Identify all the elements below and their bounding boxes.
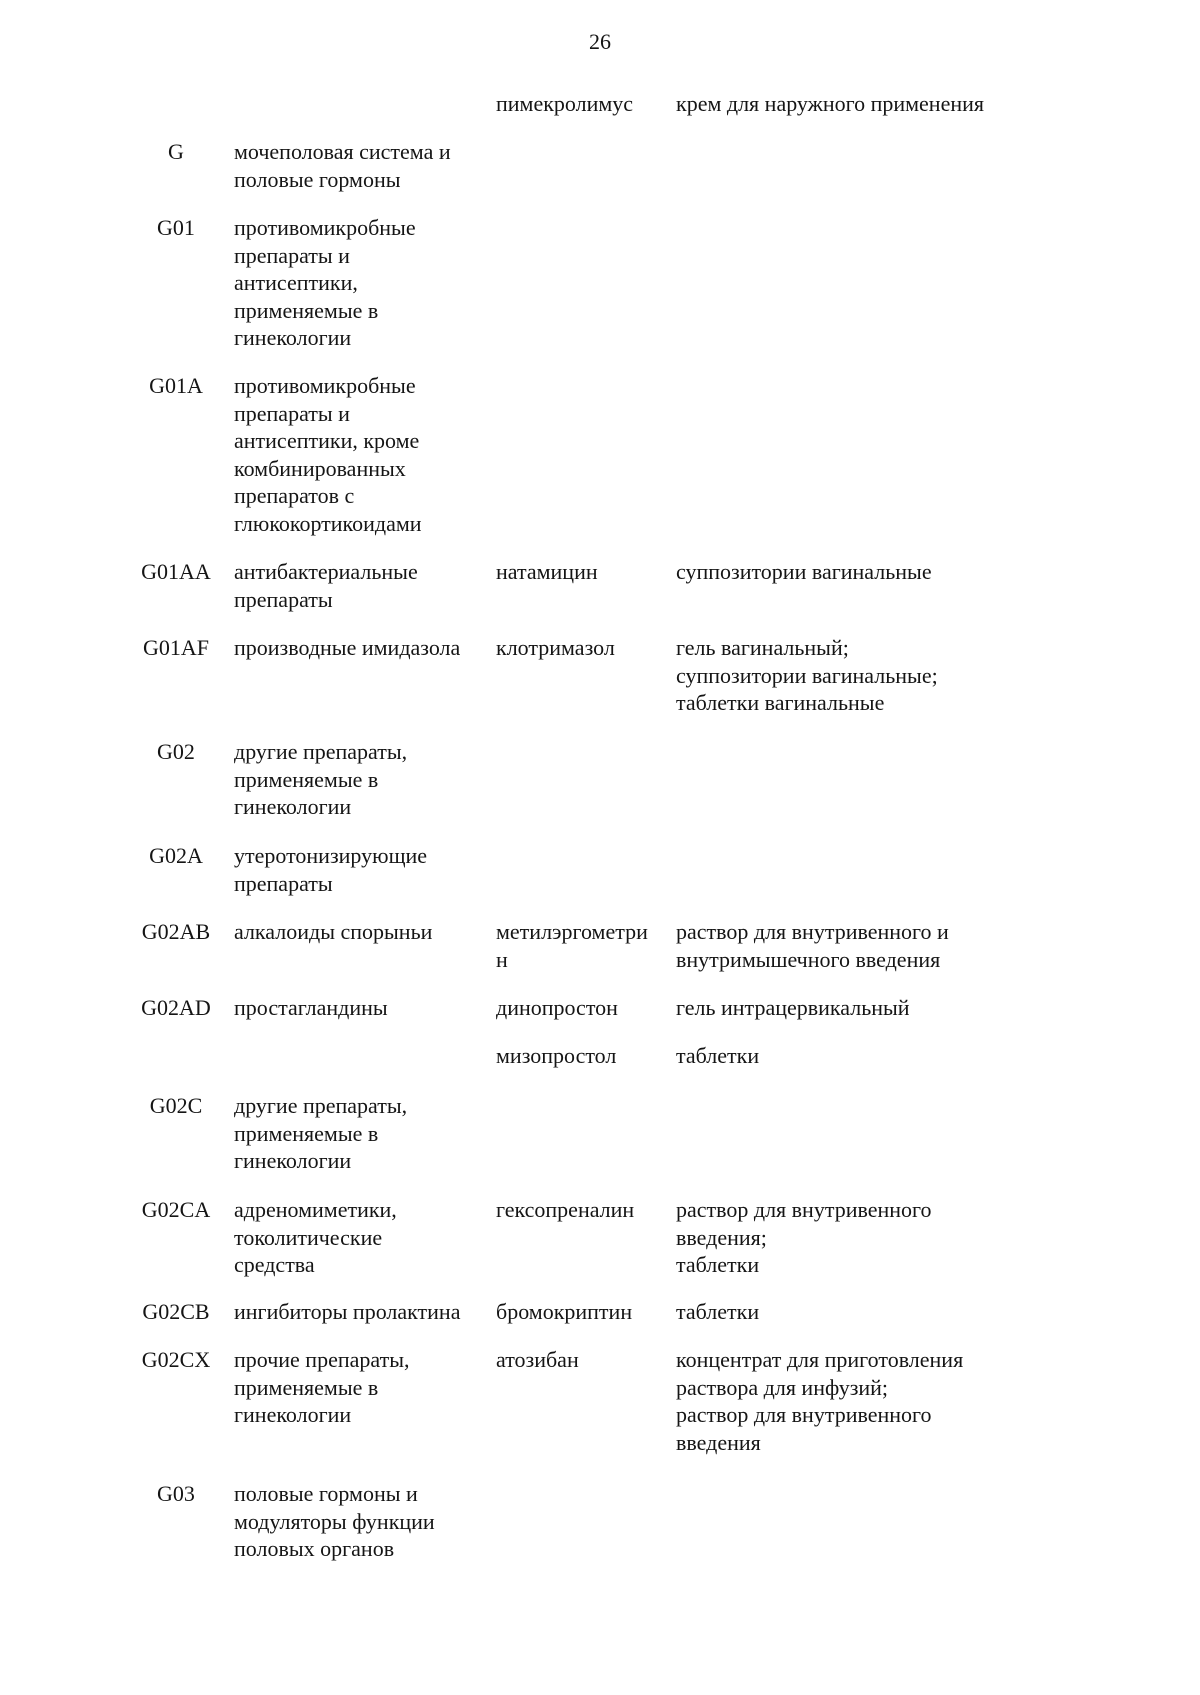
drug-name: гексопреналин [496,1197,635,1222]
atc-code: G [168,139,184,164]
group-name: мочеполовая система и половые гормоны [234,139,451,192]
atc-code: G03 [157,1481,195,1506]
drug-name: метилэргометри н [496,919,648,972]
drug-name: бромокриптин [496,1299,633,1324]
dosage-form: раствор для внутривенного и внутримышечного введения [676,919,949,972]
dosage-form: таблетки [676,1043,760,1068]
atc-code: G01AF [142,635,209,660]
atc-code: G02C [149,1093,203,1118]
atc-code: G02CA [141,1197,211,1222]
drug-name: динопростон [496,995,618,1020]
atc-code: G02CB [142,1299,210,1324]
group-name: прочие препараты, применяемые в гинекологии [234,1347,410,1427]
drug-name: клотримазол [496,635,615,660]
atc-code: G02A [149,843,203,868]
group-name: производные имидазола [234,635,461,660]
atc-code: G01AA [141,559,211,584]
drug-name: пимекролимус [496,91,634,116]
atc-code: G02AB [141,919,211,944]
group-name: другие препараты, применяемые в гинекологии [234,739,408,819]
group-name: ингибиторы пролактина [234,1299,461,1324]
drug-name: атозибан [496,1347,579,1372]
group-name: алкалоиды спорыньи [234,919,433,944]
dosage-form: крем для наружного применения [676,91,985,116]
atc-code: G02 [157,739,195,764]
dosage-form: таблетки [676,1299,760,1324]
dosage-form: гель интрацервикальный [676,995,910,1020]
atc-code: G01A [149,373,203,398]
atc-code: G02CX [141,1347,211,1372]
group-name: утеротонизирующие препараты [234,843,428,896]
dosage-form: суппозитории вагинальные [676,559,932,584]
group-name: другие препараты, применяемые в гинекологии [234,1093,408,1173]
atc-code: G01 [157,215,195,240]
group-name: простагландины [234,995,388,1020]
page-number: 26 [589,29,611,54]
group-name: противомикробные препараты и антисептики, применяемые в гинекологии [234,215,416,350]
group-name: адреномиметики, токолитические средства [234,1197,397,1277]
group-name: антибактериальные препараты [234,559,418,612]
atc-code: G02AD [141,995,211,1020]
drug-name: натамицин [496,559,598,584]
group-name: половые гормоны и модуляторы функции половых органов [234,1481,435,1561]
dosage-form: раствор для внутривенного введения; таблетки [676,1197,932,1277]
dosage-form: гель вагинальный; суппозитории вагинальные; таблетки вагинальные [676,635,938,715]
dosage-form: концентрат для приготовления раствора для инфузий; раствор для внутривенного введения [676,1347,964,1455]
group-name: противомикробные препараты и антисептики, кроме комбинированных препаратов с глюкокортикоидами [234,373,422,536]
drug-name: мизопростол [496,1043,617,1068]
